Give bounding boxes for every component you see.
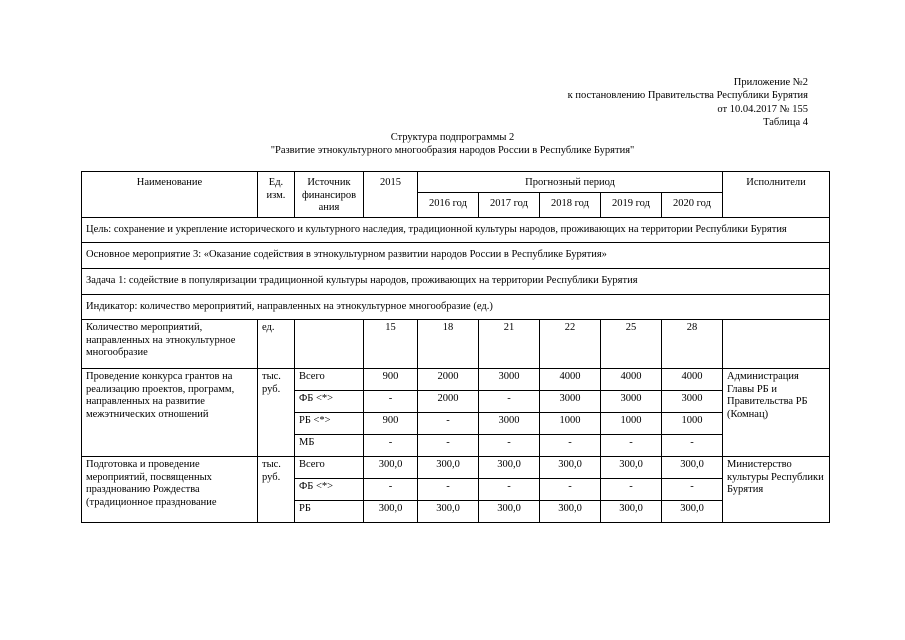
count-value-2019: 25 bbox=[601, 320, 662, 369]
grants-mb-2020: - bbox=[662, 435, 723, 457]
grants-mb-2017: - bbox=[479, 435, 540, 457]
grants-mb-2018: - bbox=[540, 435, 601, 457]
count-value-2017: 21 bbox=[479, 320, 540, 369]
grants-rb-2017: 3000 bbox=[479, 413, 540, 435]
grants-executor: Администрация Главы РБ и Правительства РБ (Комнац) bbox=[723, 369, 830, 457]
header-year-2016: 2016 год bbox=[418, 192, 479, 217]
christmas-fb-2018: - bbox=[540, 479, 601, 501]
christmas-total-2018: 300,0 bbox=[540, 457, 601, 479]
grants-rb-2020: 1000 bbox=[662, 413, 723, 435]
title-line-2: "Развитие этнокультурного многообразия народов России в Республике Бурятия" bbox=[270, 145, 635, 157]
grants-total-2017: 3000 bbox=[479, 369, 540, 391]
grants-row-total bbox=[82, 369, 830, 391]
count-row bbox=[82, 320, 830, 369]
indicator-row bbox=[82, 294, 830, 320]
christmas-fb-2015: - bbox=[364, 479, 418, 501]
grants-fb-2018: 3000 bbox=[540, 391, 601, 413]
grants-name: Проведение конкурса грантов на реализацию проектов, программ, направленных на развитие межэтнических отношений bbox=[82, 369, 258, 457]
grants-source-total: Всего bbox=[295, 369, 364, 391]
measure-row bbox=[82, 243, 830, 269]
grants-fb-2019: 3000 bbox=[601, 391, 662, 413]
goal-row bbox=[82, 217, 830, 243]
christmas-total-2017: 300,0 bbox=[479, 457, 540, 479]
christmas-rb-2017: 300,0 bbox=[479, 501, 540, 523]
christmas-rb-2018: 300,0 bbox=[540, 501, 601, 523]
document-title bbox=[0, 131, 905, 158]
header-unit: Ед. изм. bbox=[258, 172, 295, 218]
christmas-unit: тыс. руб. bbox=[258, 457, 295, 523]
indicator-text: Индикатор: количество мероприятий, направленных на этнокультурное многообразие (ед.) bbox=[82, 294, 830, 320]
christmas-row-total bbox=[82, 457, 830, 479]
christmas-total-2016: 300,0 bbox=[418, 457, 479, 479]
grants-source-mb: МБ bbox=[295, 435, 364, 457]
christmas-executor: Министерство культуры Республики Бурятия bbox=[723, 457, 830, 523]
grants-total-2015: 900 bbox=[364, 369, 418, 391]
header-executors: Исполнители bbox=[723, 172, 830, 218]
table-number: Таблица 4 bbox=[763, 116, 808, 128]
appendix-number: Приложение №2 bbox=[733, 77, 808, 88]
grants-fb-2017: - bbox=[479, 391, 540, 413]
christmas-fb-2019: - bbox=[601, 479, 662, 501]
christmas-fb-2016: - bbox=[418, 479, 479, 501]
appendix-date: от 10.04.2017 № 155 bbox=[717, 103, 808, 115]
christmas-rb-2015: 300,0 bbox=[364, 501, 418, 523]
header-2015: 2015 bbox=[364, 172, 418, 218]
count-value-2015: 15 bbox=[364, 320, 418, 369]
christmas-rb-2019: 300,0 bbox=[601, 501, 662, 523]
header-year-2019: 2019 год bbox=[601, 192, 662, 217]
christmas-source-fb: ФБ <*> bbox=[295, 479, 364, 501]
header-source: Источник финансиров ания bbox=[295, 172, 364, 218]
count-unit: ед. bbox=[258, 320, 295, 369]
christmas-source-total: Всего bbox=[295, 457, 364, 479]
christmas-fb-2020: - bbox=[662, 479, 723, 501]
header-year-2018: 2018 год bbox=[540, 192, 601, 217]
appendix-header bbox=[568, 76, 808, 129]
count-value-2020: 28 bbox=[662, 320, 723, 369]
christmas-total-2019: 300,0 bbox=[601, 457, 662, 479]
grants-total-2020: 4000 bbox=[662, 369, 723, 391]
christmas-name: Подготовка и проведение мероприятий, посвященных празднованию Рождества (традиционное празднование bbox=[82, 457, 258, 523]
count-executor bbox=[723, 320, 830, 369]
grants-total-2019: 4000 bbox=[601, 369, 662, 391]
header-name: Наименование bbox=[82, 172, 258, 218]
grants-rb-2018: 1000 bbox=[540, 413, 601, 435]
christmas-total-2020: 300,0 bbox=[662, 457, 723, 479]
task-row bbox=[82, 268, 830, 294]
grants-fb-2015: - bbox=[364, 391, 418, 413]
subprogram-structure-table bbox=[81, 171, 830, 523]
grants-source-rb: РБ <*> bbox=[295, 413, 364, 435]
christmas-rb-2020: 300,0 bbox=[662, 501, 723, 523]
title-line-1: Структура подпрограммы 2 bbox=[390, 132, 515, 143]
grants-rb-2019: 1000 bbox=[601, 413, 662, 435]
christmas-rb-2016: 300,0 bbox=[418, 501, 479, 523]
grants-rb-2016: - bbox=[418, 413, 479, 435]
christmas-source-rb: РБ bbox=[295, 501, 364, 523]
christmas-fb-2017: - bbox=[479, 479, 540, 501]
count-value-2018: 22 bbox=[540, 320, 601, 369]
count-source bbox=[295, 320, 364, 369]
grants-unit: тыс. руб. bbox=[258, 369, 295, 457]
measure-text: Основное мероприятие 3: «Оказание содействия в этнокультурном развитии народов России в Республике Бурятия» bbox=[82, 243, 830, 269]
goal-text: Цель: сохранение и укрепление исторического и культурного наследия, традиционной культуры народов, проживающих на территории Республики Бурятия bbox=[82, 217, 830, 243]
grants-total-2016: 2000 bbox=[418, 369, 479, 391]
header-row-1 bbox=[82, 172, 830, 193]
grants-fb-2020: 3000 bbox=[662, 391, 723, 413]
appendix-decree: к постановлению Правительства Республики Бурятия bbox=[567, 90, 808, 102]
header-year-2017: 2017 год bbox=[479, 192, 540, 217]
grants-fb-2016: 2000 bbox=[418, 391, 479, 413]
task-text: Задача 1: содействие в популяризации традиционной культуры народов, проживающих на территории Республики Бурятия bbox=[82, 268, 830, 294]
grants-mb-2019: - bbox=[601, 435, 662, 457]
grants-mb-2015: - bbox=[364, 435, 418, 457]
grants-mb-2016: - bbox=[418, 435, 479, 457]
count-name: Количество мероприятий, направленных на этнокультурное многообразие bbox=[82, 320, 258, 369]
grants-total-2018: 4000 bbox=[540, 369, 601, 391]
grants-rb-2015: 900 bbox=[364, 413, 418, 435]
grants-source-fb: ФБ <*> bbox=[295, 391, 364, 413]
header-year-2020: 2020 год bbox=[662, 192, 723, 217]
christmas-total-2015: 300,0 bbox=[364, 457, 418, 479]
header-forecast-period: Прогнозный период bbox=[418, 172, 723, 193]
count-value-2016: 18 bbox=[418, 320, 479, 369]
